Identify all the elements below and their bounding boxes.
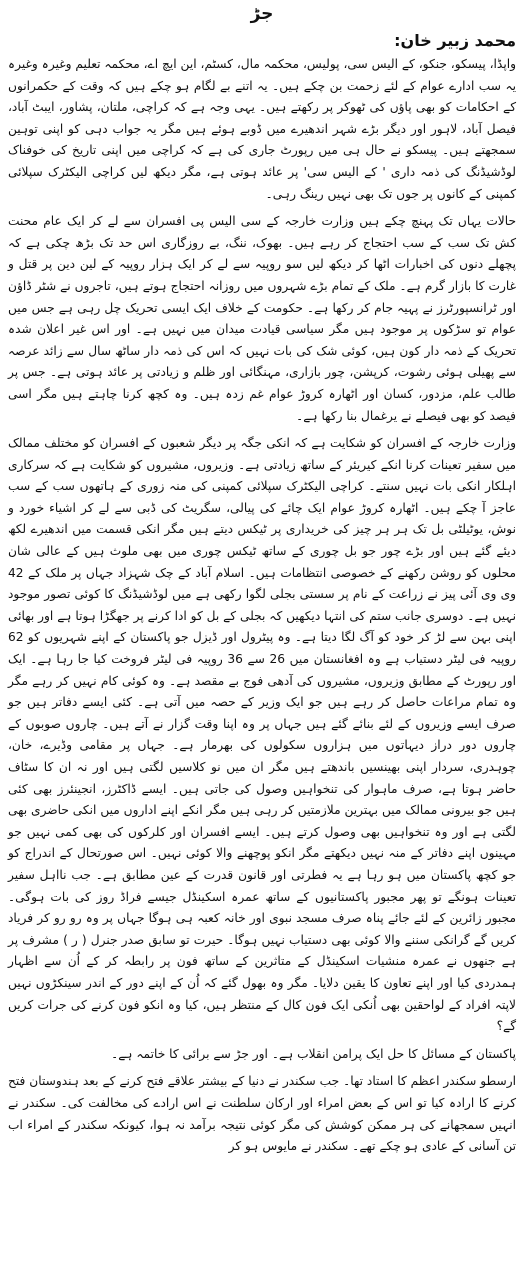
paragraph: حالات یہاں تک پہنچ چکے ہیں وزارت خارجہ کے سی الیس پی افسران سے لے کر ایک عام محنت کش تک سب کے سب احتجاج کر رہے ہیں۔ بھوک، ننگ، بے روزگاری اس حد تک بڑھ چکی ہے کہ پچھلے دنوں کی اخبارات اٹھا کر دیکھ لیں سو روپیہ سے لے کر ایک ہزار روپیہ کے لین دین پر قتل و غارت کا بازار گرم ہے۔ ملک کے تمام بڑے شہروں میں روزانہ احتجاج ہوتے ہیں، تاجروں نے شٹر ڈاؤن اور ٹرانسپورٹرز نے پہیہ جام کر رکھا ہے۔ حکومت کے خلاف ایک ایسی تحریک چل رہی ہے جس میں عوام تو سڑکوں پر موجود ہیں مگر سیاسی قیادت میدان میں نہیں ہے۔ اور اس غیر اعلان شدہ تحریک کے ذمہ دار کون ہیں، کوئی شک کی بات نہیں کہ اس کی ذمہ دار ساٹھ سال سے زائد عرصہ سے پھیلی ہوئی رشوت، کرپشن، چور بازاری، مہنگائی اور ظلم و زیادتی پر عائد ہوتی ہے۔ جس پر طالب علم، مزدور، کسان اور اٹھارہ کروڑ عوام غم زدہ ہیں۔ وہ کچھ کرنا چاہتے ہیں مگر اسی فیصد کو بھی فیصلے نے یرغمال بنا رکھا ہے۔ — [8, 214, 516, 423]
article-title: جڑ — [250, 4, 274, 24]
paragraph: پاکستان کے مسائل کا حل ایک پرامن انقلاب ہے۔ اور جڑ سے برائی کا خاتمہ ہے۔ — [111, 1046, 516, 1061]
article-body — [8, 54, 516, 1158]
author-byline: محمد زبیر خان: — [394, 31, 516, 50]
paragraph: وزارت خارجہ کے افسران کو شکایت ہے کہ انکی جگہ پر دیگر شعبوں کے افسران کو مختلف ممالک میں سفیر تعینات کرنا انکے کیریئر کے ساتھ زیادتی ہے۔ وزیروں، مشیروں کو شکایت ہے کہ سرکاری اہلکار انکی بات نہیں سنتے۔ کراچی الیکٹرک سپلائی کمپنی کی منہ زوری کے ہاتھوں سب کے سب عاجز آ چکے ہیں۔ اٹھارہ کروڑ عوام ایک چائے کی پیالی، سگریٹ کی ڈبی سے لے کر اشیاء خورد و نوش، یوٹیلٹی بل تک ہر ہر چیز کی خریداری پر ٹیکس دیتے ہیں مگر انکی قسمت میں اندھیرے لکھ دیئے گئے ہیں اور بڑے چور جو بل چوری کے ساتھ ٹیکس چوری میں بھی ملوث ہیں کے عالی شان محلوں کو روشن رکھنے کے خصوصی انتظامات ہیں۔ اسلام آباد کے چک شہزاد جہاں پر ملک کے 42 وی وی آئی پیز نے زراعت کے نام پر سستی بجلی لگوا رکھی ہے میں لوڈشیڈنگ کا کوئی تصور موجود نہیں ہے۔ دوسری جانب ستم کی انتہا دیکھیں کہ بجلی کے بل کو ادا کرنے پر جھگڑا ہوتا ہے اور بھائی اپنی بہن سے لڑ کر خود کو آگ لگا دیتا ہے۔ وہ پیٹرول اور ڈیزل جو پاکستان کے اپنے شہریوں کو 62 روپیہ فی لیٹر دستیاب ہے وہ افغانستان میں 26 سے 36 روپیہ فی لیٹر فروخت کیا جا رہا ہے۔ ایک اور رپورٹ کے مطابق وزیروں، مشیروں کی آدھی فوج بے مقصد ہے۔ وہ کوئی کام نہیں کر رہے مگر وہ تمام مراعات حاصل کر رہے ہیں جو ایک وزیر کے حصہ میں آتی ہے۔ کئی ایسے دفاتر ہیں جو صرف ایسے وزیروں کے لئے بنائے گئے ہیں جہاں پر وہ اپنا وقت گزار نے آتے ہیں۔ چاروں صوبوں کے چاروں دور دراز دیہاتوں میں ہزاروں سکولوں کی بھرمار ہے۔ جہاں پر مقامی وڈیرے، خان، چوہدری، سردار اپنی بھینسیں باندھتے ہیں مگر ان میں نو کلاسیں لگتی ہیں اور نہ ان کا سٹاف حاضر ہوتا ہے، صرف ماہوار کی تنخواہیں وصول کی جاتی ہیں۔ ایسے ڈاکٹرز، انجینئرز بھی کئی ہیں جو بیرونی ممالک میں بہترین ملازمتیں کر رہی ہیں مگر انکے اپنے اداروں میں انکی حاضری بھی لگتی ہے اور وہ تنخواہیں بھی وصول کرتے ہیں۔ ایسے افسران اور کلرکوں کی بھی کمی نہیں جو مہینوں اپنے دفاتر کے منہ نہیں دیکھتے مگر انکو پوچھنے والا کوئی نہیں۔ اس صورتحال کے اندراج کو جو کچھ پاکستان میں ہو رہا ہے یہ فطرتی اور قانون قدرت کے عین مطابق ہے۔ جب نااہل سفیر تعینات ہونگے تو پھر مجبور پاکستانیوں کے ساتھ عمرہ اسکینڈل جیسے فراڈ روز کی بات ہوگی۔ مجبور زائرین کے لئے جائے پناہ صرف مسجد نبوی اور خانہ کعبہ ہی ہوگا جہاں پر وہ رو رو کر فریاد کریں گے گرانکی سننے والا کوئی بھی دستیاب نہیں ہوگا۔ حیرت تو سابق صدر جنرل ( ر ) مشرف پر ہے جنھوں نے عمرہ منشیات اسکینڈل کے متاثرین کے ساتھ فون پر رابطہ کر کے اُن سے اظہار ہمدردی کیا اور اپنے تعاون کا یقین دلایا۔ مگر وہ بھول گئے کہ اُن کے اپنے دور کے اندر سینکڑوں نہیں لاپتہ افراد کے لواحقین بھی اُنکی ایک فون کال کے منتظر ہیں، کیا وہ انکو فون کرنے کی جرات کریں گے؟ — [8, 436, 516, 1034]
paragraph: ارسطو سکندر اعظم کا استاد تھا۔ جب سکندر نے دنیا کے بیشتر علاقے فتح کرنے کے بعد ہندوستان فتح کرنے کا ارادہ کیا تو اس کے بعض امراء اور ارکان سلطنت نے اس ارادے کی مخالفت کی۔ سکندر نے انہیں سمجھانے کی ہر ممکن کوشش کی مگر کوئی نتیجہ برآمد نہ ہوا، کیونکہ سکندر کے امراء اب تن آسانی کے عادی ہو چکے تھے۔ سکندر نے مایوس ہو کر — [8, 1074, 516, 1154]
paragraph: واپڈا، پیسکو، جنکو، کے الیس سی، پولیس، محکمہ مال، کسٹم، این ایچ اے، محکمہ تعلیم وغیرہ وغیرہ یہ سب ادارے عوام کے لئے زحمت بن چکے ہیں۔ یہ اتنے بے لگام ہو چکے ہیں کہ وقت کے حکمرانوں کے احکامات کو بھی پاؤں کی ٹھوکر پر رکھتے ہیں۔ یہی وجہ ہے کہ کراچی، ملتان، پشاور، ایبٹ آباد، فیصل آباد، لاہور اور دیگر بڑے شہر اندھیرے میں ڈوبے ہوئے ہیں مگر یہ جواب دہی کو اپنی توہین سمجھتے ہیں۔ پیسکو نے حال ہی میں رپورٹ جاری کی ہے کہ کراچی میں اپنی تاریخ کی خوفناک لوڈشیڈنگ کی ذمہ داری ' کے الیس سی' پر عائد ہوتی ہے، مگر دیکھ لیں کراچی الیکٹرک سپلائی کمپنی کے کانوں پر جوں تک بھی نہیں رینگ رہی۔ — [8, 57, 516, 201]
